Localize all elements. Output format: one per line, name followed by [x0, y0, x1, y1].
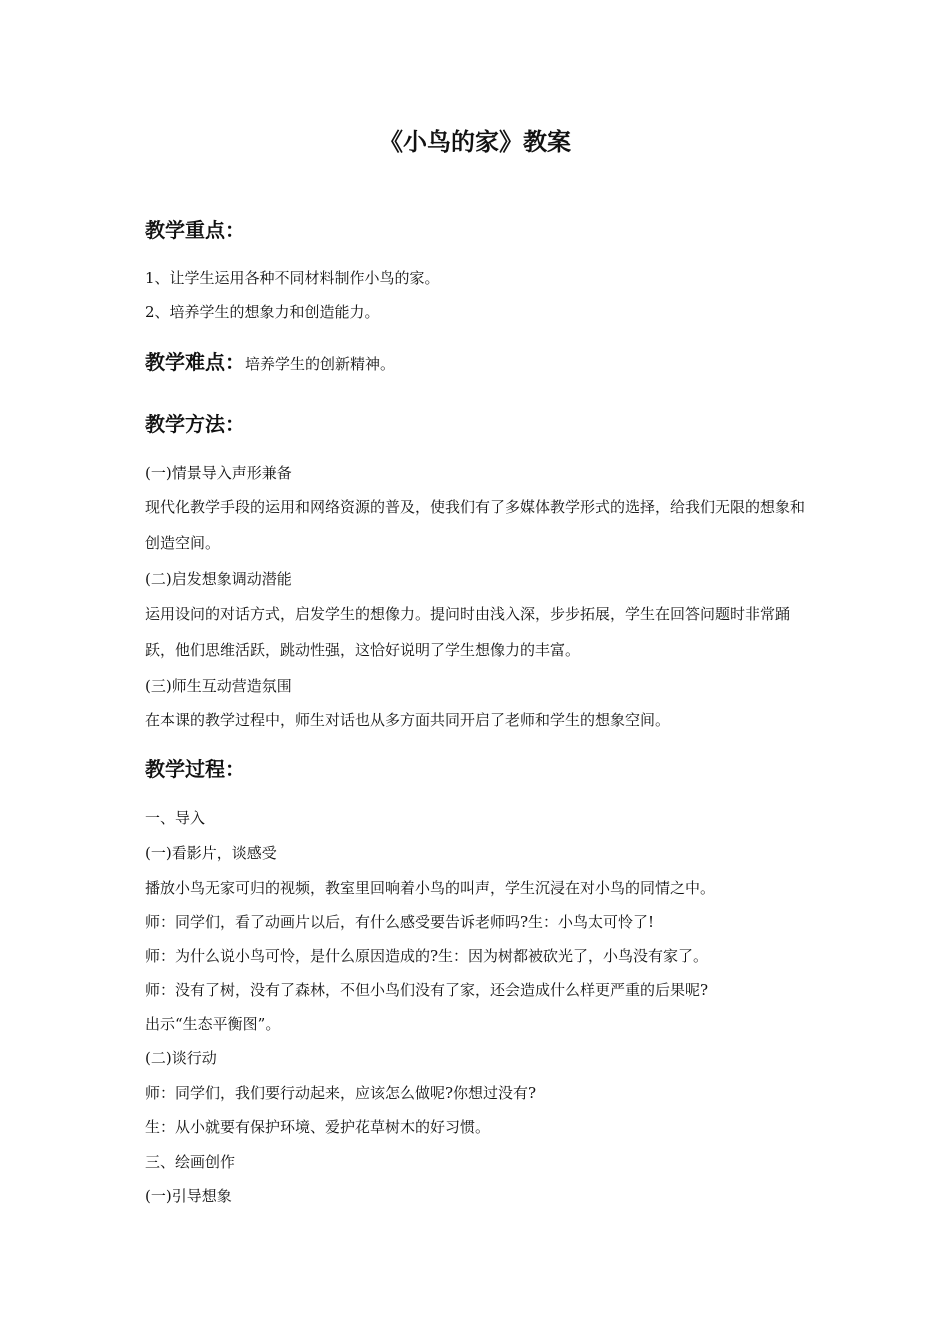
methods-heading: 教学方法：: [145, 412, 245, 436]
method-3-label: (三)师生互动营造氛围: [145, 677, 292, 695]
method-1-label: (一)情景导入声形兼备: [145, 464, 292, 482]
key-point-1: 1、让学生运用各种不同材料制作小鸟的家。: [145, 269, 440, 287]
process-line-3: 播放小鸟无家可归的视频，教室里回响着小鸟的叫声，学生沉浸在对小鸟的同情之中。: [145, 879, 716, 897]
process-line-11: 三、绘画创作: [145, 1153, 236, 1171]
process-line-4: 师：同学们，看了动画片以后，有什么感受要告诉老师吗?生：小鸟太可怜了!: [145, 913, 655, 931]
process-line-8: (二)谈行动: [145, 1049, 217, 1067]
process-line-9: 师：同学们，我们要行动起来，应该怎么做呢?你想过没有?: [145, 1084, 537, 1102]
process-heading: 教学过程：: [145, 757, 245, 781]
method-2-text: 运用设问的对话方式，启发学生的想像力。提问时由浅入深，步步拓展，学生在回答问题时非常踊跃，他们思维活跃，跳动性强，这恰好说明了学生想像力的丰富。: [145, 605, 791, 659]
process-line-12: (一)引导想象: [145, 1187, 232, 1205]
difficulty-heading: 教学难点：: [145, 350, 245, 374]
process-line-6: 师：没有了树，没有了森林，不但小鸟们没有了家，还会造成什么样更严重的后果呢?: [145, 981, 709, 999]
key-points-heading: 教学重点：: [145, 218, 245, 242]
method-2-label: (二)启发想象调动潜能: [145, 570, 292, 588]
difficulty-text: 培养学生的创新精神。: [245, 355, 396, 373]
method-3-text: 在本课的教学过程中，师生对话也从多方面共同开启了老师和学生的想象空间。: [145, 711, 671, 729]
process-line-1: 一、导入: [145, 809, 206, 827]
difficulty-line: [145, 348, 395, 378]
process-line-10: 生：从小就要有保护环境、爱护花草树木的好习惯。: [145, 1118, 491, 1136]
document-title: 《小鸟的家》教案: [379, 127, 571, 156]
process-line-7: 出示“生态平衡图”。: [145, 1015, 281, 1033]
process-line-5: 师：为什么说小鸟可怜，是什么原因造成的?生：因为树都被砍光了，小鸟没有家了。: [145, 947, 709, 965]
key-point-2: 2、培养学生的想象力和创造能力。: [145, 303, 380, 321]
method-1-text: 现代化教学手段的运用和网络资源的普及，使我们有了多媒体教学形式的选择，给我们无限的想象和创造空间。: [145, 498, 806, 552]
process-line-2: (一)看影片，谈感受: [145, 844, 277, 862]
